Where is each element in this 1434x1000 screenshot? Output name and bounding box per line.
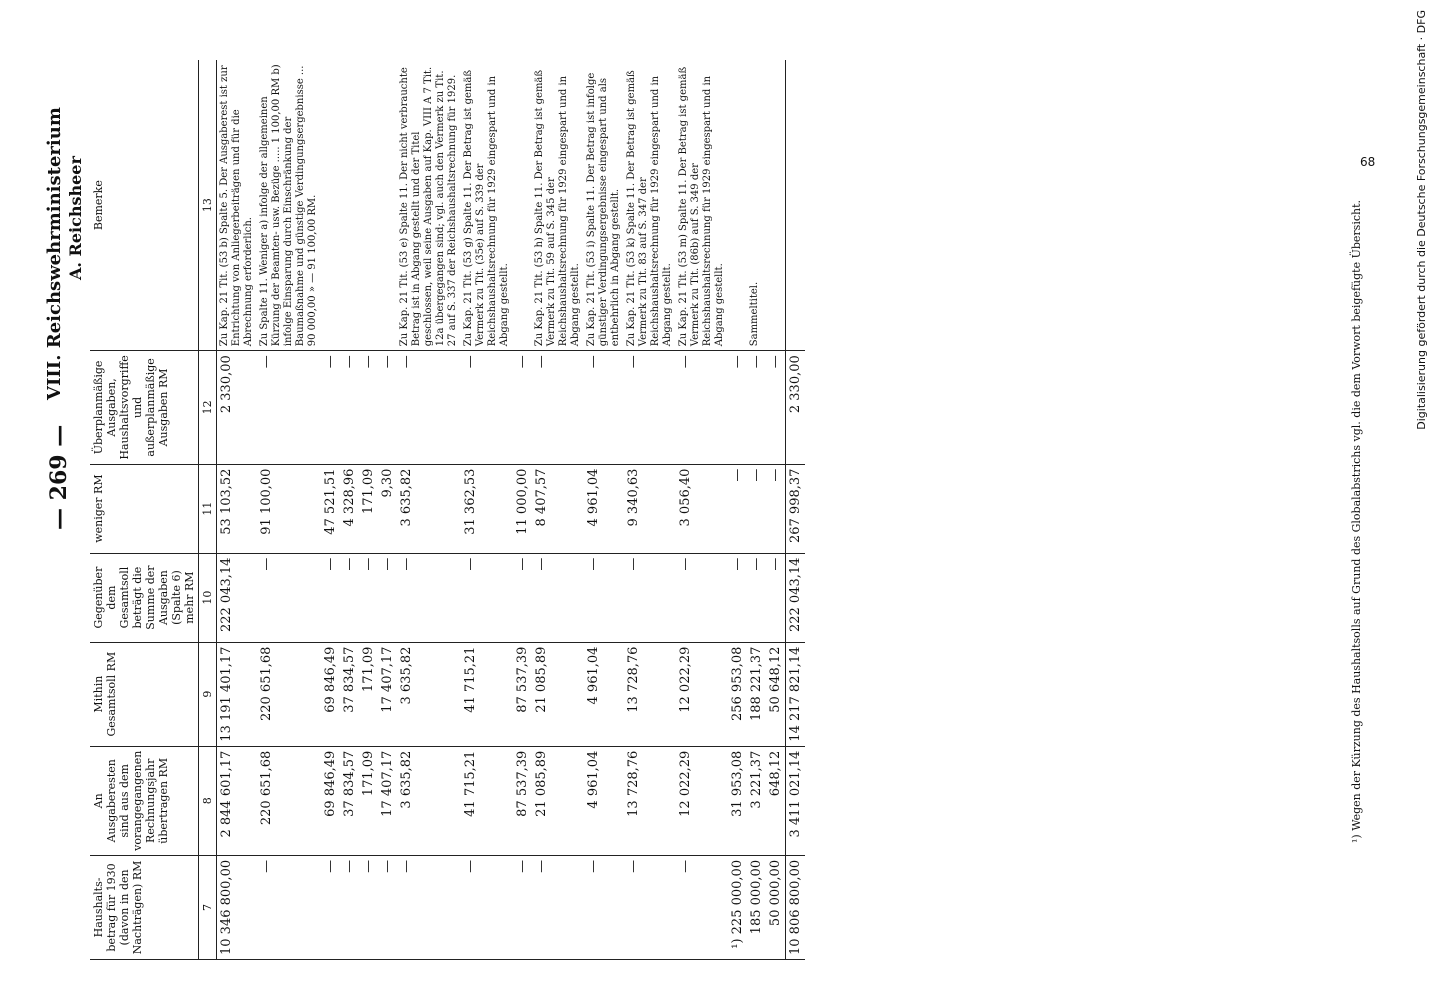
cell-c7: — bbox=[257, 855, 321, 959]
cell-remark: Sammeltitel. bbox=[747, 60, 766, 351]
page-number: — 269 — bbox=[46, 424, 72, 530]
cell-c10: — bbox=[257, 553, 321, 642]
cell-c8: 220 651,68 bbox=[257, 746, 321, 855]
total-c12: 2 330,00 bbox=[786, 351, 806, 464]
total-c9: 14 217 821,14 bbox=[786, 642, 806, 746]
cell-c10: — bbox=[584, 553, 624, 642]
cell-c11: 11 000,00 bbox=[513, 464, 532, 553]
cell-remark: Zu Kap. 21 Tit. (53 i) Spalte 11. Der Betrag ist infolge günstiger Verdingungsergebnisse eingespart und als entbehrlich in Abgang gestellt. bbox=[584, 60, 624, 351]
col11-header: weniger RM bbox=[90, 464, 199, 553]
cell-c7: 10 346 800,00 bbox=[217, 855, 258, 959]
col7-header: Haushalts-betrag für 1930 (davon in den Nachträgen) RM bbox=[90, 855, 199, 959]
cell-c12: — bbox=[378, 351, 397, 464]
table-row bbox=[624, 60, 676, 960]
col10-header: Gegenüber dem Gesamtsoll beträgt die Summe der Ausgaben (Spalte 6) mehr RM bbox=[90, 553, 199, 642]
footnote: ¹) Wegen der Kürzung des Haushaltsolls auf Grund des Globalabstrichs vgl. die dem Vorwort beigefügte Übersicht. bbox=[1350, 200, 1363, 843]
cell-c10: — bbox=[321, 553, 340, 642]
col13-header: Bemerke bbox=[90, 60, 199, 351]
cell-remark bbox=[728, 60, 747, 351]
cell-c7: — bbox=[378, 855, 397, 959]
cell-c7: — bbox=[584, 855, 624, 959]
table-row bbox=[532, 60, 584, 960]
cell-remark: Zu Kap. 21 Tit. (53 g) Spalte 11. Der Betrag ist gemäß Vermerk zu Tit. (35e) auf S. 339 der Reichshaushaltsrechnung für 1929 eingespart und in Abgang gestellt. bbox=[461, 60, 513, 351]
cell-c9: 13 191 401,17 bbox=[217, 642, 258, 746]
table-row bbox=[513, 60, 532, 960]
cell-c9: 87 537,39 bbox=[513, 642, 532, 746]
cell-c10: — bbox=[397, 553, 461, 642]
dfg-sidebar: Digitalisierung gefördert durch die Deutsche Forschungsgemeinschaft · DFG bbox=[1415, 10, 1428, 430]
cell-c12: — bbox=[766, 351, 786, 464]
cell-c9: 13 728,76 bbox=[624, 642, 676, 746]
cell-c9: 256 953,08 bbox=[728, 642, 747, 746]
ministry-title: VIII. Reichswehrministerium bbox=[44, 107, 65, 400]
cell-remark: Zu Spalte 11. Weniger a) infolge der allgemeinen Kürzung der Beamten- usw. Bezüge ..... 1 100,00 RM b) infolge Einsparung durch Einschränkung der Baumaßnahme und günstige Verdingungsergebnisse ... 90 000,00 » — 91 100,00 RM. bbox=[257, 60, 321, 351]
col-num: 13 bbox=[199, 60, 217, 351]
col-num: 9 bbox=[199, 642, 217, 746]
cell-c10: — bbox=[532, 553, 584, 642]
cell-c10: — bbox=[676, 553, 728, 642]
page-index: 68 bbox=[1360, 155, 1376, 169]
cell-c11: 9,30 bbox=[378, 464, 397, 553]
cell-c12: — bbox=[321, 351, 340, 464]
cell-remark: Zu Kap. 21 Tit. (53 m) Spalte 11. Der Betrag ist gemäß Vermerk zu Tit. (86b) auf S. 349 der Reichshaushaltsrechnung für 1929 eingespart und in Abgang gestellt. bbox=[676, 60, 728, 351]
cell-c11: 47 521,51 bbox=[321, 464, 340, 553]
cell-c10: — bbox=[747, 553, 766, 642]
cell-c11: 91 100,00 bbox=[257, 464, 321, 553]
cell-c9: 12 022,29 bbox=[676, 642, 728, 746]
cell-c7: — bbox=[321, 855, 340, 959]
cell-c7: 185 000,00 bbox=[747, 855, 766, 959]
cell-c11: 171,09 bbox=[359, 464, 378, 553]
cell-c8: 171,09 bbox=[359, 746, 378, 855]
cell-remark bbox=[513, 60, 532, 351]
col12-header: Überplanmäßige Ausgaben, Haushaltsvorgriffe und außerplanmäßige Ausgaben RM bbox=[90, 351, 199, 464]
cell-c11: 4 328,96 bbox=[340, 464, 359, 553]
cell-remark bbox=[378, 60, 397, 351]
table-row bbox=[340, 60, 359, 960]
cell-remark bbox=[340, 60, 359, 351]
cell-c7: — bbox=[532, 855, 584, 959]
cell-c9: 17 407,17 bbox=[378, 642, 397, 746]
col-num: 7 bbox=[199, 855, 217, 959]
cell-remark: Zu Kap. 21 Tit. (53 k) Spalte 11. Der Betrag ist gemäß Vermerk zu Tit. 83 auf S. 347 der Reichshaushaltsrechnung für 1929 eingespart und in Abgang gestellt. bbox=[624, 60, 676, 351]
table-row bbox=[359, 60, 378, 960]
cell-c10: — bbox=[624, 553, 676, 642]
cell-c9: 69 846,49 bbox=[321, 642, 340, 746]
cell-c11: — bbox=[728, 464, 747, 553]
cell-c8: 3 221,37 bbox=[747, 746, 766, 855]
cell-c9: 171,09 bbox=[359, 642, 378, 746]
cell-remark bbox=[321, 60, 340, 351]
column-number-row bbox=[199, 60, 217, 960]
cell-c9: 21 085,89 bbox=[532, 642, 584, 746]
cell-remark bbox=[766, 60, 786, 351]
cell-remark bbox=[359, 60, 378, 351]
cell-c8: 3 635,82 bbox=[397, 746, 461, 855]
cell-c8: 31 953,08 bbox=[728, 746, 747, 855]
cell-c7: — bbox=[359, 855, 378, 959]
table-row bbox=[257, 60, 321, 960]
cell-c10: — bbox=[728, 553, 747, 642]
cell-c7: — bbox=[513, 855, 532, 959]
table-row bbox=[747, 60, 766, 960]
cell-remark: Zu Kap. 21 Tit. (53 e) Spalte 11. Der nicht verbrauchte Betrag ist in Abgang gestellt und der Titel geschlossen, weil seine Ausgaben auf Kap. VIII A 7 Tit. 12a übergegangen sind; vgl. auch den Vermerk zu Tit. 27 auf S. 337 der Reichshaushaltsrechnung für 1929. bbox=[397, 60, 461, 351]
cell-remark: Zu Kap. 21 Tit. (53 h) Spalte 11. Der Betrag ist gemäß Vermerk zu Tit. 59 auf S. 345 der Reichshaushaltsrechnung für 1929 eingespart und in Abgang gestellt. bbox=[532, 60, 584, 351]
table-row bbox=[217, 60, 258, 960]
cell-c12: — bbox=[461, 351, 513, 464]
cell-c7: — bbox=[397, 855, 461, 959]
cell-c11: 8 407,57 bbox=[532, 464, 584, 553]
cell-c8: 69 846,49 bbox=[321, 746, 340, 855]
col-num: 10 bbox=[199, 553, 217, 642]
budget-table bbox=[90, 60, 805, 960]
table-row bbox=[728, 60, 747, 960]
table-row bbox=[378, 60, 397, 960]
cell-c10: — bbox=[359, 553, 378, 642]
cell-c9: 220 651,68 bbox=[257, 642, 321, 746]
cell-c7: — bbox=[340, 855, 359, 959]
table-row bbox=[584, 60, 624, 960]
cell-c12: — bbox=[257, 351, 321, 464]
cell-c7: 50 000,00 bbox=[766, 855, 786, 959]
col-num: 11 bbox=[199, 464, 217, 553]
table-row bbox=[461, 60, 513, 960]
cell-c12: — bbox=[584, 351, 624, 464]
cell-c11: 4 961,04 bbox=[584, 464, 624, 553]
cell-c12: — bbox=[676, 351, 728, 464]
cell-c8: 41 715,21 bbox=[461, 746, 513, 855]
table-row bbox=[397, 60, 461, 960]
cell-c9: 41 715,21 bbox=[461, 642, 513, 746]
cell-c12: — bbox=[728, 351, 747, 464]
cell-c12: — bbox=[340, 351, 359, 464]
table-row bbox=[321, 60, 340, 960]
total-c13 bbox=[786, 60, 806, 351]
cell-c11: 3 635,82 bbox=[397, 464, 461, 553]
cell-c8: 12 022,29 bbox=[676, 746, 728, 855]
cell-c8: 87 537,39 bbox=[513, 746, 532, 855]
cell-c10: — bbox=[378, 553, 397, 642]
total-c8: 3 411 021,14 bbox=[786, 746, 806, 855]
total-c11: 267 998,37 bbox=[786, 464, 806, 553]
cell-c8: 648,12 bbox=[766, 746, 786, 855]
cell-c11: 9 340,63 bbox=[624, 464, 676, 553]
header-row bbox=[90, 60, 199, 960]
cell-c10: — bbox=[340, 553, 359, 642]
cell-c8: 21 085,89 bbox=[532, 746, 584, 855]
table-row bbox=[676, 60, 728, 960]
totals-row bbox=[786, 60, 806, 960]
col8-header: An Ausgaberesten sind aus dem vorangegangenen Rechnungsjahr übertragen RM bbox=[90, 746, 199, 855]
total-c7: 10 806 800,00 bbox=[786, 855, 806, 959]
cell-c8: 13 728,76 bbox=[624, 746, 676, 855]
cell-c9: 37 834,57 bbox=[340, 642, 359, 746]
cell-c7: — bbox=[676, 855, 728, 959]
cell-c11: — bbox=[747, 464, 766, 553]
cell-c12: 2 330,00 bbox=[217, 351, 258, 464]
cell-c7: — bbox=[624, 855, 676, 959]
cell-c12: — bbox=[397, 351, 461, 464]
cell-c7: — bbox=[461, 855, 513, 959]
cell-c8: 2 844 601,17 bbox=[217, 746, 258, 855]
cell-c7: ¹) 225 000,00 bbox=[728, 855, 747, 959]
cell-c10: — bbox=[513, 553, 532, 642]
cell-c12: — bbox=[359, 351, 378, 464]
total-c10: 222 043,14 bbox=[786, 553, 806, 642]
col-num: 8 bbox=[199, 746, 217, 855]
cell-c9: 188 221,37 bbox=[747, 642, 766, 746]
cell-c8: 4 961,04 bbox=[584, 746, 624, 855]
cell-c11: 3 056,40 bbox=[676, 464, 728, 553]
col-num: 12 bbox=[199, 351, 217, 464]
cell-c11: 31 362,53 bbox=[461, 464, 513, 553]
cell-remark: Zu Kap. 21 Tit. (53 b) Spalte 5. Der Ausgaberest ist zur Entrichtung von Anliegerbeiträgen und für die Abrechnung erforderlich. bbox=[217, 60, 258, 351]
cell-c12: — bbox=[624, 351, 676, 464]
cell-c9: 4 961,04 bbox=[584, 642, 624, 746]
rotated-content bbox=[40, 60, 1400, 960]
cell-c9: 50 648,12 bbox=[766, 642, 786, 746]
cell-c12: — bbox=[747, 351, 766, 464]
cell-c8: 17 407,17 bbox=[378, 746, 397, 855]
cell-c12: — bbox=[532, 351, 584, 464]
cell-c9: 3 635,82 bbox=[397, 642, 461, 746]
cell-c11: 53 103,52 bbox=[217, 464, 258, 553]
cell-c10: — bbox=[766, 553, 786, 642]
cell-c12: — bbox=[513, 351, 532, 464]
cell-c10: 222 043,14 bbox=[217, 553, 258, 642]
cell-c8: 37 834,57 bbox=[340, 746, 359, 855]
col9-header: Mithin Gesamtsoll RM bbox=[90, 642, 199, 746]
section-title: A. Reichsheer bbox=[66, 156, 85, 280]
table-row bbox=[766, 60, 786, 960]
cell-c10: — bbox=[461, 553, 513, 642]
cell-c11: — bbox=[766, 464, 786, 553]
